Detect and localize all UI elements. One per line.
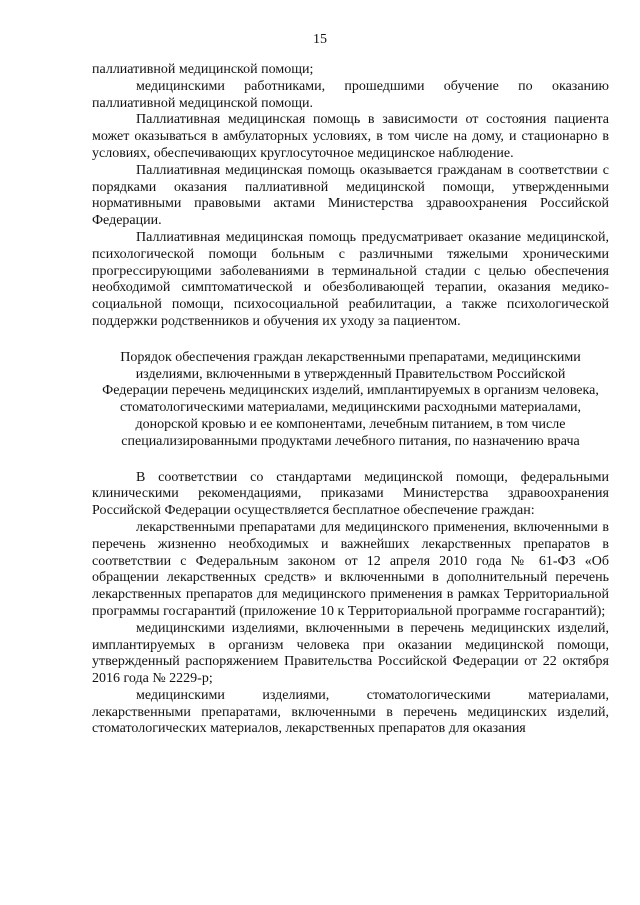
paragraph: паллиативной медицинской помощи; (92, 62, 314, 77)
page-number: 15 (313, 32, 327, 47)
paragraph: В соответствии со стандартами медицинской помощи, федеральными клиническими рекомендациями, приказами Министерства здравоохранения Российской Федерации осуществляется бесплатное обеспечение граждан: (92, 469, 609, 519)
paragraph: Паллиативная медицинская помощь в зависимости от состояния пациента может оказываться в амбулаторных условиях, в том числе на дому, и стационарно в условиях, обеспечивающих круглосуточное медицинское наблюдение. (92, 112, 609, 161)
document-body (92, 62, 609, 738)
section-heading: Порядок обеспечения граждан лекарственными препаратами, медицинскими изделиями, включенными в утвержденный Правительством Российской Федерации перечень медицинских изделий, имплантируемых в организм человека, стоматологическими материалами, медицинскими расходными материалами, донорской кровью и ее компонентами, лечебным питанием, в том числе специализированными продуктами лечебного питания, по назначению врача (102, 349, 599, 449)
paragraph: медицинскими работниками, прошедшими обучение по оказанию паллиативной медицинской помощи. (92, 78, 609, 111)
list-item: медицинскими изделиями, стоматологическими материалами, лекарственными препаратами, включенными в перечень медицинских изделий, стоматологических материалов, лекарственных препаратов для оказания (92, 687, 609, 737)
list-item: лекарственными препаратами для медицинского применения, включенными в перечень жизненно необходимых и важнейших лекарственных препаратов в соответствии с Федеральным законом от 12 апреля 2010 года № 61-ФЗ «Об обращении лекарственных средств» и включенными в дополнительный перечень лекарственных препаратов для медицинского применения в рамках Территориальной программы госгарантий (приложение 10 к Территориальной программе госгарантий); (92, 519, 609, 619)
paragraph: Паллиативная медицинская помощь предусматривает оказание медицинской, психологической помощи больным с различными тяжелыми хроническими прогрессирующими заболеваниями в терминальной стадии с целью обеспечения необходимой симптоматической и обезболивающей терапии, оказания медико-социальной помощи, психосоциальной реабилитации, а также психологической поддержки родственников и обучения их уходу за пациентом. (92, 229, 609, 329)
paragraph: Паллиативная медицинская помощь оказывается гражданам в соответствии с порядками оказания паллиативной медицинской помощи, утвержденными нормативными правовыми актами Министерства здравоохранения Российской Федерации. (92, 162, 609, 229)
list-item: медицинскими изделиями, включенными в перечень медицинских изделий, имплантируемых в организм человека при оказании медицинской помощи, утвержденный распоряжением Правительства Российской Федерации от 22 октября 2016 года № 2229-р; (92, 620, 609, 687)
